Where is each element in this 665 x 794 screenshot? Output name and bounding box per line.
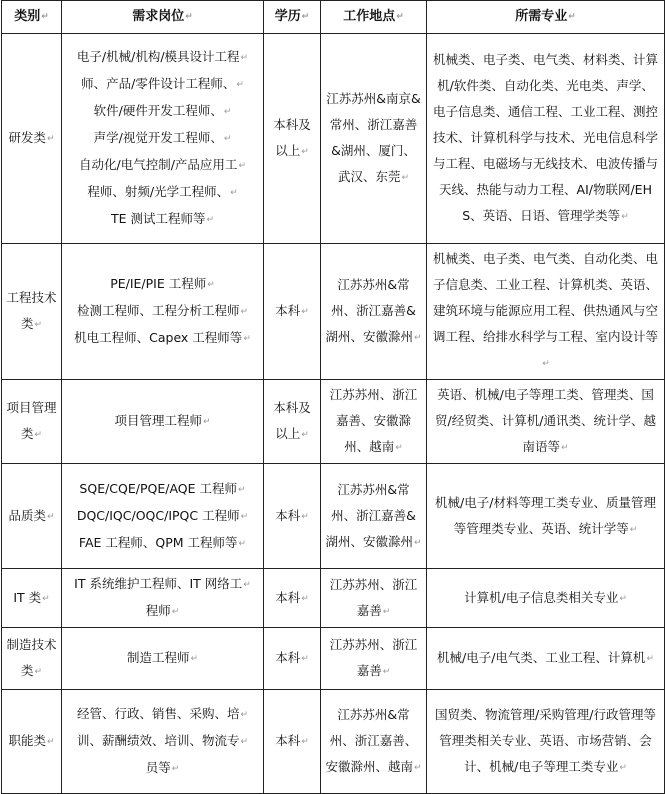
location-cell: 江苏苏州&常州、浙江嘉善、安徽滁州、越南↵ [321,690,427,794]
location-cell: 江苏苏州、浙江嘉善↵ [321,569,427,628]
table-row [2,569,665,628]
location-cell: 江苏苏州&常州、浙江嘉善&湖州、安徽滁州↵ [321,464,427,569]
position-cell: PE/IE/PIE 工程师↵ 检测工程师、工程分析工程师↵ 机电工程师、Capex 工程师等↵ [62,244,264,380]
table-row [2,628,665,690]
table-row [2,244,665,380]
header-education: 学历↵ [264,1,321,34]
education-cell: 本科及以上↵ [264,380,321,464]
position-cell: 项目管理工程师↵ [62,380,264,464]
category-cell: 工程技术类↵ [2,244,62,380]
category-cell: 项目管理类↵ [2,380,62,464]
education-cell: 本科↵ [264,464,321,569]
education-cell: 本科↵ [264,569,321,628]
major-cell: 计算机/电子信息类相关专业↵ [427,569,665,628]
position-cell: 制造工程师↵ [62,628,264,690]
location-cell: 江苏苏州、浙江嘉善↵ [321,628,427,690]
table-row [2,34,665,244]
category-cell: IT 类↵ [2,569,62,628]
major-cell: 机械/电子/材料等理工类专业、质量管理等管理类专业、英语、统计学等↵ [427,464,665,569]
location-cell: 江苏苏州&常州、浙江嘉善&湖州、安徽滁州↵ [321,244,427,380]
position-cell: 电子/机械/机构/模具设计工程↵ 师、产品/零件设计工程师、↵ 软件/硬件开发工程师、↵ 声学/视觉开发工程师、↵ 自动化/电气控制/产品应用工↵ 程师、射频/光学工程师、↵ TE 测试工程师等↵ [62,34,264,244]
category-cell: 职能类↵ [2,690,62,794]
education-cell: 本科及以上↵ [264,34,321,244]
position-cell: 经管、行政、销售、采购、培↵ 训、薪酬绩效、培训、物流专↵ 员等↵ [62,690,264,794]
table-row [2,690,665,794]
category-cell: 研发类↵ [2,34,62,244]
header-major: 所需专业↵ [427,1,665,34]
recruitment-table [1,0,665,794]
header-position: 需求岗位↵ [62,1,264,34]
header-category: 类别↵ [2,1,62,34]
location-cell: 江苏苏州、浙江嘉善、安徽滁州、越南↵ [321,380,427,464]
major-cell: 机械类、电子类、电气类、自动化类、电子信息类、工业工程、计算机类、英语、建筑环境与能源应用工程、供热通风与空调工程、给排水科学与工程、室内设计等↵ [427,244,665,380]
category-cell: 制造技术类↵ [2,628,62,690]
position-cell: IT 系统维护工程师、IT 网络工↵ 程师↵ [62,569,264,628]
table-row [2,380,665,464]
location-cell: 江苏苏州&南京&常州、浙江嘉善&湖州、厦门、武汉、东莞↵ [321,34,427,244]
major-cell: 英语、机械/电子等理工类、管理类、国贸/经贸类、计算机/通讯类、统计学、越南语等↵ [427,380,665,464]
position-cell: SQE/CQE/PQE/AQE 工程师↵ DQC/IQC/OQC/IPQC 工程师↵ FAE 工程师、QPM 工程师等↵ [62,464,264,569]
education-cell: 本科↵ [264,690,321,794]
header-row [2,1,665,34]
major-cell: 机械/电子/电气类、工业工程、计算机↵ [427,628,665,690]
header-location: 工作地点↵ [321,1,427,34]
category-cell: 品质类↵ [2,464,62,569]
major-cell: 国贸类、物流管理/采购管理/行政管理等管理类相关专业、英语、市场营销、会计、机械/电子等理工类专业↵ [427,690,665,794]
major-cell: 机械类、电子类、电气类、材料类、计算机/软件类、自动化类、光电类、声学、电子信息类、通信工程、工业工程、测控技术、计算机科学与技术、光电信息科学与工程、电磁场与无线技术、电波传播与天线、热能与动力工程、AI/物联网/EHS、英语、日语、管理学类等↵ [427,34,665,244]
table-row [2,464,665,569]
education-cell: 本科↵ [264,244,321,380]
education-cell: 本科↵ [264,628,321,690]
